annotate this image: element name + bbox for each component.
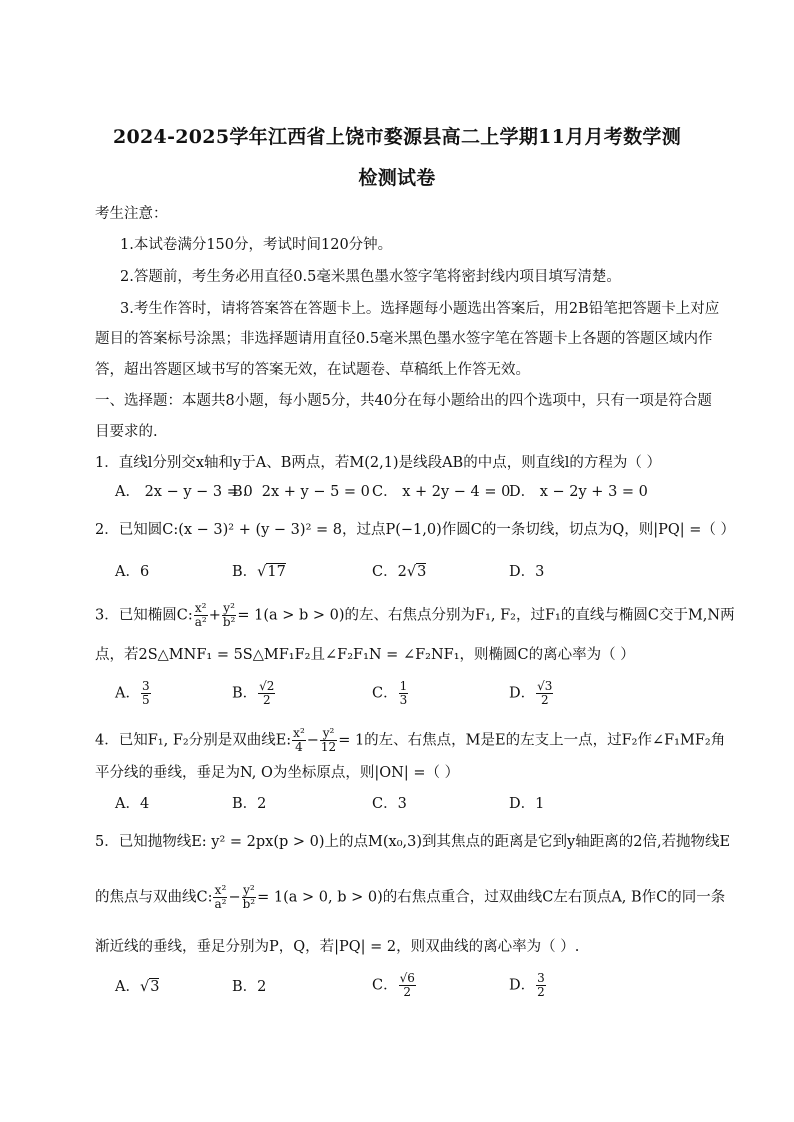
numerator: x²	[214, 883, 227, 897]
operator: +	[208, 607, 221, 624]
notice-item-3-line1: 3.考生作答时，请将答案答在答题卡上。选择题每小题选出答案后，用2B铅笔把答题卡上对应	[120, 301, 720, 317]
question-5-option-a: A．√3	[115, 979, 160, 995]
notice-item-1: 1.本试卷满分150分，考试时间120分钟。	[120, 237, 393, 253]
question-3-stem-line2: 点，若2S△MNF₁ = 5S△MF₁F₂且∠F₂F₁N = ∠F₂NF₁，则椭圆C的离心率为（ ）	[95, 647, 635, 663]
denominator: b²	[242, 897, 256, 911]
notice-item-3-line3: 答，超出答题区域书写的答案无效，在试题卷、草稿纸上作答无效。	[95, 362, 530, 378]
question-4-stem-line1	[95, 727, 725, 754]
question-4-option-b: B．2	[232, 796, 267, 812]
numerator: y²	[223, 601, 235, 615]
denominator: 4	[295, 740, 303, 754]
numerator: √2	[259, 679, 275, 693]
section-heading-line1: 一、选择题：本题共8小题，每小题5分，共40分在每小题给出的四个选项中，只有一项是符合题	[95, 393, 712, 409]
operator: −	[306, 732, 319, 749]
question-2-option-d: D．3	[509, 564, 545, 580]
fraction	[320, 727, 337, 754]
question-3-stem-line1	[95, 602, 735, 629]
fraction	[536, 972, 546, 999]
denominator: 2	[540, 693, 549, 707]
question-1-option-a: A． 2x − y − 3 = 0	[115, 484, 253, 500]
notice-heading: 考生注意：	[95, 206, 168, 222]
stem-text: = 1(a > b > 0)的左、右焦点分别为F₁, F₂，过F₁的直线与椭圆C交于M,N两	[237, 607, 735, 624]
option-label: C．	[372, 977, 398, 994]
question-1-option-d: D． x − 2y + 3 = 0	[509, 484, 648, 500]
denominator: 3	[399, 693, 408, 707]
question-2-stem: 2．已知圆C:(x − 3)² + (y − 3)² = 8，过点P(−1,0)作圆C的一条切线，切点为Q，则|PQ| =（ ）	[95, 522, 736, 538]
fraction	[399, 680, 409, 707]
denominator: a²	[214, 897, 227, 911]
numerator: 1	[399, 679, 408, 693]
denominator: 2	[403, 985, 412, 999]
operator: −	[228, 889, 241, 906]
numerator: x²	[293, 726, 305, 740]
numerator: √6	[399, 971, 415, 985]
fraction	[141, 680, 151, 707]
option-label: B．	[232, 685, 258, 702]
option-label: D．	[509, 685, 536, 702]
stem-text: = 1的左、右焦点，M是E的左支上一点，过F₂作∠F₁MF₂角	[338, 732, 726, 749]
question-5-stem-line3: 渐近线的垂线，垂足分别为P，Q，若|PQ| = 2，则双曲线的离心率为（ ）.	[95, 939, 580, 955]
fraction	[258, 680, 275, 707]
stem-text: = 1(a > 0, b > 0)的右焦点重合，过双曲线C左右顶点A, B作C的同一条	[257, 889, 726, 906]
question-3-option-b	[232, 680, 276, 707]
notice-item-2: 2.答题前，考生务必用直径0.5毫米黑色墨水签字笔将密封线内项目填写清楚。	[120, 269, 621, 285]
radicand: 3	[417, 564, 427, 580]
exam-title-line1: 2024-2025学年江西省上饶市婺源县高二上学期11月月考数学测	[113, 126, 681, 148]
radicand: 3	[150, 979, 160, 995]
notice-item-3-line2: 题目的答案标号涂黑；非选择题请用直径0.5毫米黑色墨水签字笔在答题卡上各题的答题区域内作	[95, 331, 713, 347]
numerator: 3	[141, 679, 150, 693]
question-5-option-d	[509, 972, 547, 999]
option-label: C．	[372, 685, 398, 702]
question-5-option-b: B．2	[232, 979, 267, 995]
stem-text: 3．已知椭圆C:	[95, 607, 193, 624]
fraction	[194, 602, 208, 629]
question-4-option-a: A．4	[115, 796, 150, 812]
question-2-option-c: C．2√3	[372, 564, 427, 580]
radicand: 17	[267, 564, 286, 580]
exam-title-line2: 检测试卷	[358, 167, 436, 189]
stem-text: 的焦点与双曲线C:	[95, 889, 213, 906]
fraction	[399, 972, 416, 999]
denominator: 2	[262, 693, 271, 707]
question-3-option-a	[115, 680, 152, 707]
numerator: 3	[537, 971, 545, 985]
denominator: 2	[537, 985, 545, 999]
denominator: a²	[194, 615, 207, 629]
question-3-option-c	[372, 680, 409, 707]
question-4-option-d: D．1	[509, 796, 545, 812]
question-4-option-c: C．3	[372, 796, 407, 812]
question-1-option-c: C． x + 2y − 4 = 0	[372, 484, 511, 500]
fraction	[536, 680, 553, 707]
question-2-option-a: A．6	[115, 564, 150, 580]
stem-text: 4．已知F₁, F₂分别是双曲线E:	[95, 732, 292, 749]
section-heading-line2: 目要求的.	[95, 424, 158, 440]
question-1-stem: 1．直线l分别交x轴和y于A、B两点，若M(2,1)是线段AB的中点，则直线l的方程为（ ）	[95, 455, 661, 471]
question-5-stem-line1: 5．已知抛物线E: y² = 2px(p > 0)上的点M(x₀,3)到其焦点的距离是它到y轴距离的2倍,若抛物线E	[95, 834, 731, 850]
fraction	[213, 884, 227, 911]
question-3-option-d	[509, 680, 554, 707]
option-label: B．	[232, 564, 258, 580]
fraction	[222, 602, 237, 629]
question-5-stem-line2	[95, 884, 725, 911]
question-1-option-b: B． 2x + y − 5 = 0	[232, 484, 370, 500]
option-label: D．	[509, 977, 536, 994]
denominator: 12	[320, 740, 337, 754]
fraction	[292, 727, 306, 754]
denominator: 5	[141, 693, 150, 707]
numerator: y²	[243, 883, 255, 897]
question-2-option-b: B．√17	[232, 564, 286, 580]
numerator: √3	[537, 679, 553, 693]
option-label: A．	[115, 685, 140, 702]
fraction	[242, 884, 257, 911]
option-label: C．2	[372, 564, 407, 580]
question-4-stem-line2: 平分线的垂线，垂足为N, O为坐标原点，则|ON| =（ ）	[95, 765, 460, 781]
denominator: b²	[222, 615, 236, 629]
question-5-option-c	[372, 972, 417, 999]
option-label: A．	[115, 979, 140, 995]
numerator: x²	[194, 601, 207, 615]
numerator: y²	[320, 727, 337, 741]
